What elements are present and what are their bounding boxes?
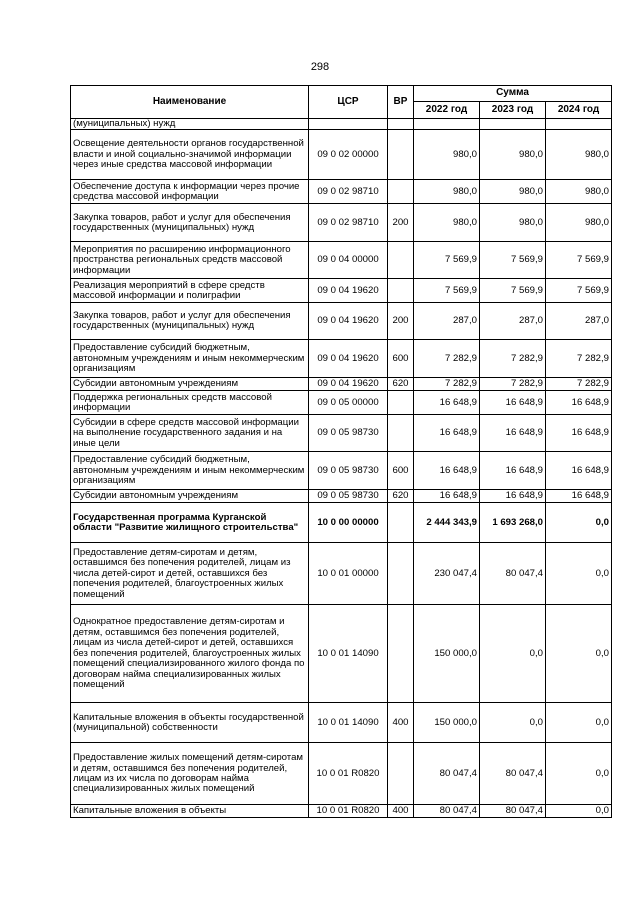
row-csr: 10 0 01 R0820 <box>309 805 388 818</box>
row-sum-2022: 7 569,9 <box>414 279 480 303</box>
row-csr: 09 0 05 98730 <box>309 490 388 503</box>
row-sum-2022: 7 282,9 <box>414 378 480 391</box>
row-csr: 10 0 01 R0820 <box>309 743 388 805</box>
row-vr: 620 <box>388 490 414 503</box>
row-sum-2023: 80 047,4 <box>480 743 546 805</box>
row-vr: 600 <box>388 340 414 378</box>
row-sum-2022: 16 648,9 <box>414 490 480 503</box>
row-sum-2023: 1 693 268,0 <box>480 503 546 543</box>
row-sum-2022: 80 047,4 <box>414 805 480 818</box>
row-csr: 10 0 00 00000 <box>309 503 388 543</box>
row-sum-2024: 16 648,9 <box>546 391 612 415</box>
row-name: (муниципальных) нужд <box>71 119 309 130</box>
row-name: Предоставление детям-сиротам и детям, оставшимся без попечения родителей, лицам из числа детей-сирот и детей, оставшихся без попечения родителей, благоустроенных жилых помещений <box>71 543 309 605</box>
header-year-2022: 2022 год <box>414 102 480 119</box>
row-csr: 09 0 02 98710 <box>309 180 388 204</box>
header-sum: Сумма <box>414 86 612 102</box>
row-sum-2023: 16 648,9 <box>480 490 546 503</box>
row-sum-2022 <box>414 119 480 130</box>
table-row <box>71 279 612 303</box>
row-name: Государственная программа Курганской области "Развитие жилищного строительства" <box>71 503 309 543</box>
row-name: Субсидии в сфере средств массовой информации на выполнение государственного задания и на иные цели <box>71 415 309 452</box>
row-name: Капитальные вложения в объекты <box>71 805 309 818</box>
row-vr <box>388 391 414 415</box>
row-csr: 09 0 04 19620 <box>309 340 388 378</box>
row-vr <box>388 242 414 279</box>
table-row <box>71 242 612 279</box>
row-vr: 200 <box>388 303 414 340</box>
table-row <box>71 130 612 180</box>
table-row <box>71 805 612 818</box>
row-sum-2024: 16 648,9 <box>546 415 612 452</box>
table-row <box>71 452 612 490</box>
table-row <box>71 543 612 605</box>
row-vr <box>388 543 414 605</box>
header-vr: ВР <box>388 86 414 119</box>
row-csr: 09 0 04 19620 <box>309 378 388 391</box>
row-sum-2023: 7 569,9 <box>480 242 546 279</box>
row-name: Субсидии автономным учреждениям <box>71 490 309 503</box>
row-vr <box>388 119 414 130</box>
row-sum-2023: 16 648,9 <box>480 391 546 415</box>
row-sum-2024: 980,0 <box>546 204 612 242</box>
row-sum-2023: 0,0 <box>480 703 546 743</box>
budget-table <box>70 85 612 818</box>
row-sum-2022: 80 047,4 <box>414 743 480 805</box>
row-sum-2022: 16 648,9 <box>414 391 480 415</box>
row-vr <box>388 415 414 452</box>
row-sum-2024: 0,0 <box>546 703 612 743</box>
table-row <box>71 605 612 703</box>
row-csr: 09 0 04 19620 <box>309 303 388 340</box>
row-sum-2023: 80 047,4 <box>480 543 546 605</box>
table-header <box>71 86 612 119</box>
row-sum-2022: 16 648,9 <box>414 415 480 452</box>
header-name: Наименование <box>71 86 309 119</box>
row-sum-2022: 150 000,0 <box>414 605 480 703</box>
row-csr: 10 0 01 00000 <box>309 543 388 605</box>
row-sum-2023 <box>480 119 546 130</box>
row-vr: 200 <box>388 204 414 242</box>
row-name: Предоставление субсидий бюджетным, автономным учреждениям и иным некоммерческим организациям <box>71 340 309 378</box>
row-sum-2024: 7 569,9 <box>546 242 612 279</box>
row-name: Предоставление субсидий бюджетным, автономным учреждениям и иным некоммерческим организациям <box>71 452 309 490</box>
row-sum-2022: 230 047,4 <box>414 543 480 605</box>
row-vr <box>388 130 414 180</box>
row-vr <box>388 180 414 204</box>
row-name: Закупка товаров, работ и услуг для обеспечения государственных (муниципальных) нужд <box>71 204 309 242</box>
row-sum-2024: 7 282,9 <box>546 340 612 378</box>
table-row <box>71 378 612 391</box>
row-csr <box>309 119 388 130</box>
row-vr <box>388 279 414 303</box>
row-sum-2024: 7 282,9 <box>546 378 612 391</box>
row-name: Поддержка региональных средств массовой информации <box>71 391 309 415</box>
row-csr: 10 0 01 14090 <box>309 703 388 743</box>
page-number: 298 <box>310 61 330 73</box>
row-sum-2024 <box>546 119 612 130</box>
row-csr: 10 0 01 14090 <box>309 605 388 703</box>
row-sum-2023: 287,0 <box>480 303 546 340</box>
row-sum-2024: 0,0 <box>546 543 612 605</box>
table-row <box>71 490 612 503</box>
row-sum-2024: 980,0 <box>546 130 612 180</box>
row-sum-2022: 980,0 <box>414 204 480 242</box>
row-sum-2024: 980,0 <box>546 180 612 204</box>
row-sum-2023: 980,0 <box>480 180 546 204</box>
row-sum-2024: 0,0 <box>546 605 612 703</box>
row-sum-2023: 7 282,9 <box>480 340 546 378</box>
row-csr: 09 0 05 98730 <box>309 452 388 490</box>
row-name: Мероприятия по расширению информационного пространства региональных средств массовой информации <box>71 242 309 279</box>
row-sum-2024: 287,0 <box>546 303 612 340</box>
header-year-2023: 2023 год <box>480 102 546 119</box>
row-sum-2022: 287,0 <box>414 303 480 340</box>
header-csr: ЦСР <box>309 86 388 119</box>
table-row <box>71 303 612 340</box>
row-csr: 09 0 04 00000 <box>309 242 388 279</box>
row-sum-2022: 980,0 <box>414 130 480 180</box>
row-sum-2024: 7 569,9 <box>546 279 612 303</box>
row-vr <box>388 605 414 703</box>
row-sum-2023: 980,0 <box>480 204 546 242</box>
row-vr <box>388 743 414 805</box>
row-vr: 620 <box>388 378 414 391</box>
row-sum-2022: 980,0 <box>414 180 480 204</box>
table-row <box>71 743 612 805</box>
row-csr: 09 0 04 19620 <box>309 279 388 303</box>
table-row <box>71 180 612 204</box>
row-name: Закупка товаров, работ и услуг для обеспечения государственных (муниципальных) нужд <box>71 303 309 340</box>
row-sum-2024: 16 648,9 <box>546 490 612 503</box>
row-sum-2022: 7 569,9 <box>414 242 480 279</box>
row-csr: 09 0 02 00000 <box>309 130 388 180</box>
row-name: Освещение деятельности органов государственной власти и иной социально-значимой информации через иные средства массовой информации <box>71 130 309 180</box>
table-row <box>71 703 612 743</box>
row-sum-2023: 80 047,4 <box>480 805 546 818</box>
table-row <box>71 340 612 378</box>
row-name: Однократное предоставление детям-сиротам и детям, оставшимся без попечения родителей, лицам из числа детей-сирот и детей, оставшихся без попечения родителей, благоустроенных жилых помещений специализированного жилого фонда по договорам найма специализированных жилых помещений <box>71 605 309 703</box>
row-vr: 400 <box>388 703 414 743</box>
row-sum-2022: 150 000,0 <box>414 703 480 743</box>
row-name: Обеспечение доступа к информации через прочие средства массовой информации <box>71 180 309 204</box>
table-row <box>71 391 612 415</box>
row-sum-2023: 0,0 <box>480 605 546 703</box>
row-sum-2023: 7 282,9 <box>480 378 546 391</box>
row-sum-2022: 7 282,9 <box>414 340 480 378</box>
row-sum-2024: 16 648,9 <box>546 452 612 490</box>
row-name: Капитальные вложения в объекты государственной (муниципальной) собственности <box>71 703 309 743</box>
row-csr: 09 0 05 98730 <box>309 415 388 452</box>
row-sum-2022: 2 444 343,9 <box>414 503 480 543</box>
header-year-2024: 2024 год <box>546 102 612 119</box>
row-name: Предоставление жилых помещений детям-сиротам и детям, оставшимся без попечения родителей, лицам из их числа по договорам найма специализированных жилых помещений <box>71 743 309 805</box>
table-row <box>71 503 612 543</box>
row-name: Субсидии автономным учреждениям <box>71 378 309 391</box>
row-sum-2023: 980,0 <box>480 130 546 180</box>
row-vr <box>388 503 414 543</box>
row-vr: 400 <box>388 805 414 818</box>
row-vr: 600 <box>388 452 414 490</box>
row-csr: 09 0 02 98710 <box>309 204 388 242</box>
row-sum-2022: 16 648,9 <box>414 452 480 490</box>
row-sum-2023: 16 648,9 <box>480 415 546 452</box>
row-csr: 09 0 05 00000 <box>309 391 388 415</box>
row-sum-2024: 0,0 <box>546 743 612 805</box>
row-name: Реализация мероприятий в сфере средств массовой информации и полиграфии <box>71 279 309 303</box>
row-sum-2024: 0,0 <box>546 503 612 543</box>
table-row <box>71 204 612 242</box>
table-row <box>71 415 612 452</box>
row-sum-2023: 7 569,9 <box>480 279 546 303</box>
table-body <box>71 119 612 818</box>
row-sum-2023: 16 648,9 <box>480 452 546 490</box>
table-row <box>71 119 612 130</box>
row-sum-2024: 0,0 <box>546 805 612 818</box>
